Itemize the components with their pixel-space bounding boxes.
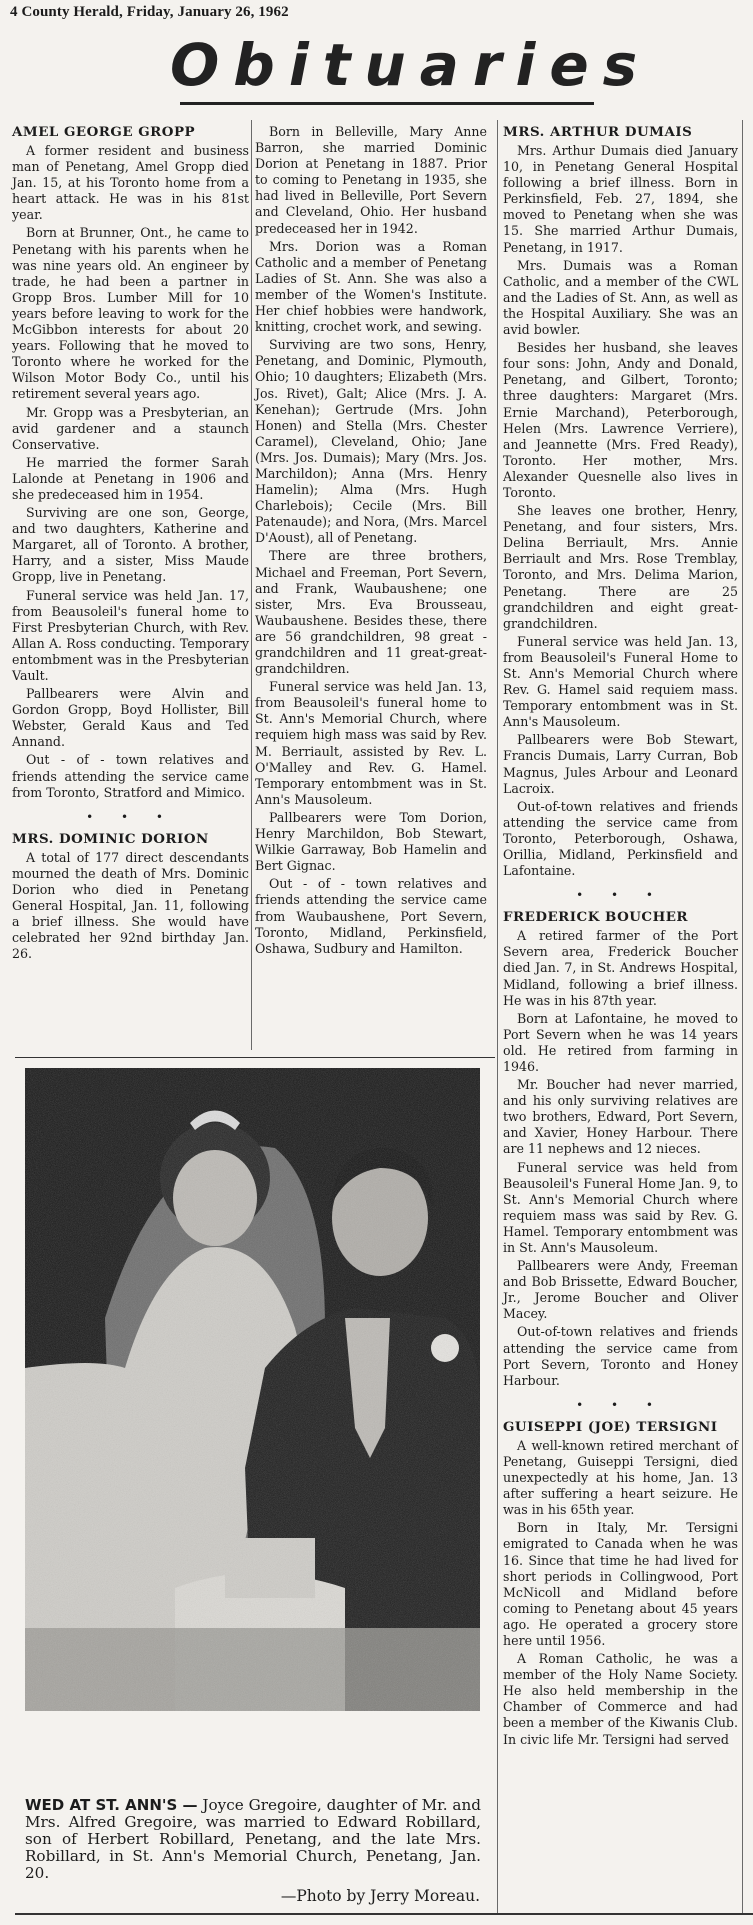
bottom-rule: [15, 1913, 753, 1915]
obituary-paragraph: Mrs. Arthur Dumais died January 10, in Penetang General Hospital following a brief illness. Born in Perkinsfield, Feb. 27, 1894, she moved to Penetang when she was 15. She married Arthur Dumais, Penetang, in 1917.: [503, 143, 738, 255]
photo-credit: —Photo by Jerry Moreau.: [280, 1887, 480, 1905]
obituary-paragraph: Out-of-town relatives and friends attending the service came from Port Severn, Toronto and Honey Harbour.: [503, 1324, 738, 1388]
page-folio: 4 County Herald, Friday, January 26, 1962: [10, 4, 289, 20]
column-rule: [497, 120, 498, 1915]
obituary-paragraph: Funeral service was held Jan. 17, from Beausoleil's funeral home to First Presbyterian Church, with Rev. Allan A. Ross conducting. Temporary entombment was in the Presbyterian Vault.: [12, 587, 249, 683]
obituary-paragraph: Surviving are two sons, Henry, Penetang, and Dominic, Plymouth, Ohio; 10 daughters; Elizabeth (Mrs. Jos. Rivet), Galt; Alice (Mrs. J. A. Kenehan); Gertrude (Mrs. John Honen) and Stella (Mrs. Chester Caramel), Cleveland, Ohio; Jane (Mrs. Jos. Dumais); Mary (Mrs. Jos. Marchildon); Anna (Mrs. Henry Hamelin); Alma (Mrs. Hugh Charlebois); Cecile (Mrs. Bill Patenaude); and Nora, (Mrs. Marcel D'Aoust), all of Penetang.: [255, 337, 487, 546]
caption-lead: WED AT ST. ANN'S —: [25, 1796, 198, 1814]
obituary-paragraph: Out - of - town relatives and friends attending the service came from Waubaushene, Port Severn, Toronto, Midland, Perkinsfield, Oshawa, Sudbury and Hamilton.: [255, 876, 487, 956]
photo-caption: [25, 1797, 481, 1882]
obituary-paragraph: A total of 177 direct descendants mourned the death of Mrs. Dominic Dorion who died in Penetang General Hospital, Jan. 11, following a brief illness. She would have celebrated her 92nd birthday Jan. 26.: [12, 849, 249, 962]
obituary-paragraph: Funeral service was held from Beausoleil's Funeral Home Jan. 9, to St. Ann's Memorial Church where requiem mass was said by Rev. G. Hamel. Temporary entombment was in St. Ann's Mausoleum.: [503, 1159, 738, 1255]
wedding-photo: [25, 1068, 480, 1711]
obituary-paragraph: Mrs. Dorion was a Roman Catholic and a member of Penetang Ladies of St. Ann. She was also a member of the Women's Institute. Her chief hobbies were handwork, knitting, crochet work, and sewing.: [255, 238, 487, 335]
column-rule: [742, 120, 743, 1915]
obituary-paragraph: A well-known retired merchant of Penetang, Guiseppi Tersigni, died unexpectedly at his home, Jan. 13 after suffering a heart seizure. He was in his 65th year.: [503, 1437, 738, 1518]
obituary-gropp: [12, 124, 249, 801]
obituary-heading: GUISEPPI (JOE) TERSIGNI: [503, 1418, 718, 1435]
obituary-paragraph: Surviving are one son, George, and two daughters, Katherine and Margaret, all of Toronto. A brother, Harry, and a sister, Miss Maude Gropp, live in Penetang.: [12, 505, 249, 585]
caption-text: Joyce Gregoire, daughter of Mr. and Mrs. Alfred Gregoire, was married to Edward Robillard, son of Herbert Robillard, Penetang, and the late Mrs. Robillard, in St. Ann's Memorial Church, Penetang, Jan. 20.: [25, 1796, 481, 1882]
obituary-paragraph: Besides her husband, she leaves four sons: John, Andy and Donald, Penetang, and Gilbert, Toronto; three daughters: Margaret (Mrs. Ernie Marchand), Peterborough, Helen (Mrs. Lawrence Verriere), and Jeannette (Mrs. Fred Ready), Toronto. Her mother, Mrs. Alexander Quesnelle also lives in Toronto.: [503, 340, 738, 500]
obituary-paragraph: Funeral service was held Jan. 13, from Beausoleil's funeral home to St. Ann's Memorial Church, where requiem high mass was said by Rev. M. Berriault, assisted by Rev. L. O'Malley and Rev. G. Hamel. Temporary entombment was in St. Ann's Mausoleum.: [255, 679, 487, 807]
obituary-heading: FREDERICK BOUCHER: [503, 909, 689, 926]
obituary-dorion-continued: [255, 124, 487, 957]
separator-dots: • • •: [576, 1397, 665, 1412]
obituary-paragraph: Born at Lafontaine, he moved to Port Severn when he was 14 years old. He retired from farming in 1946.: [503, 1010, 738, 1074]
column-1: [12, 124, 249, 964]
title-underline: [180, 102, 594, 105]
obituary-paragraph: Mrs. Dumais was a Roman Catholic, and a member of the CWL and the Ladies of St. Ann, as well as the Hospital Auxiliary. She was an avid bowler.: [503, 257, 738, 338]
obituary-paragraph: Mr. Boucher had never married, and his only surviving relatives are two brothers, Edward, Port Severn, and Xavier, Honey Harbour. There are 11 nephews and 12 nieces.: [503, 1077, 738, 1157]
obituary-paragraph: Out - of - town relatives and friends attending the service came from Toronto, Stratford and Mimico.: [12, 752, 249, 800]
obituary-dorion: [12, 831, 249, 963]
obituary-paragraph: Funeral service was held Jan. 13, from Beausoleil's Funeral Home to St. Ann's Memorial Church where Rev. G. Hamel said requiem mass. Temporary entombment was in St. Ann's Mausoleum.: [503, 633, 738, 730]
obituary-heading: AMEL GEORGE GROPP: [12, 124, 196, 140]
section-rule: [15, 1057, 495, 1058]
obituary-paragraph: There are three brothers, Michael and Freeman, Port Severn, and Frank, Waubaushene; one sister, Mrs. Eva Brousseau, Waubaushene. Besides these, there are 56 grandchildren, 98 great - grandchildren and 11 great-great-grandchildren.: [255, 548, 487, 677]
obituary-paragraph: A Roman Catholic, he was a member of the Holy Name Society. He also held membership in the Chamber of Commerce and had been a member of the Kiwanis Club. In civic life Mr. Tersigni had served: [503, 1651, 738, 1747]
obituary-paragraph: Mr. Gropp was a Presbyterian, an avid gardener and a staunch Conservative.: [12, 404, 249, 452]
separator-dots: • • •: [576, 888, 665, 903]
separator-dots: • • •: [86, 809, 175, 824]
obituary-heading: MRS. DOMINIC DORION: [12, 830, 209, 847]
obituary-paragraph: He married the former Sarah Lalonde at Penetang in 1906 and she predeceased him in 1954.: [12, 454, 249, 502]
wedding-photo-image: [25, 1068, 480, 1711]
obituary-paragraph: She leaves one brother, Henry, Penetang, and four sisters, Mrs. Delina Berriault, Mrs. Annie Berriault and Mrs. Rose Tremblay, Toronto, and Mrs. Delima Marion, Penetang. There are 25 grandchildren and eight great-grandchildren.: [503, 503, 738, 631]
obituary-paragraph: A retired farmer of the Port Severn area, Frederick Boucher died Jan. 7, in St. Andrews Hospital, Midland, following a brief illness. He was in his 87th year.: [503, 928, 738, 1008]
obituary-paragraph: Pallbearers were Andy, Freeman and Bob Brissette, Edward Boucher, Jr., Jerome Boucher and Oliver Macey.: [503, 1258, 738, 1322]
obituary-dumais: [503, 124, 738, 879]
obituary-paragraph: A former resident and business man of Penetang, Amel Gropp died Jan. 15, at his Toronto home from a heart attack. He was in his 81st year.: [12, 143, 249, 223]
obituary-paragraph: Pallbearers were Tom Dorion, Henry Marchildon, Bob Stewart, Wilkie Garraway, Bob Hamelin and Bert Gignac.: [255, 809, 487, 874]
column-rule: [251, 120, 252, 1050]
obituary-paragraph: Born in Italy, Mr. Tersigni emigrated to Canada when he was 16. Since that time he had lived for short periods in Collingwood, Port McNicoll and Midland before coming to Penetang about 45 years ago. He operated a grocery store here until 1956.: [503, 1520, 738, 1648]
obituary-boucher: [503, 909, 738, 1389]
obituary-paragraph: Born in Belleville, Mary Anne Barron, she married Dominic Dorion at Penetang in 1887. Prior to coming to Penetang in 1935, she had lived in Belleville, Port Severn and Cleveland, Ohio. Her husband predeceased her in 1942.: [255, 124, 487, 236]
obituary-paragraph: Out-of-town relatives and friends attending the service came from Toronto, Peterborough, Oshawa, Orillia, Midland, Perkinsfield and Lafontaine.: [503, 798, 738, 879]
column-2: [255, 124, 487, 959]
obituary-tersigni: [503, 1419, 738, 1748]
obituary-paragraph: Pallbearers were Bob Stewart, Francis Dumais, Larry Curran, Bob Magnus, Jules Arbour and Leonard Lacroix.: [503, 732, 738, 796]
obituary-paragraph: Pallbearers were Alvin and Gordon Gropp, Boyd Hollister, Bill Webster, Gerald Kaus and Ted Annand.: [12, 686, 249, 750]
obituary-heading: MRS. ARTHUR DUMAIS: [503, 124, 693, 140]
section-masthead: [170, 31, 652, 105]
section-title: Obituaries: [170, 31, 652, 99]
column-3: [503, 124, 738, 1750]
obituary-paragraph: Born at Brunner, Ont., he came to Penetang with his parents when he was nine years old. An engineer by trade, he had been a partner in Gropp Bros. Lumber Mill for 10 years before leaving to work for the McGibbon interests for about 20 years. Following that he moved to Toronto where he worked for the Wilson Motor Body Co., until his retirement several years ago.: [12, 225, 249, 402]
